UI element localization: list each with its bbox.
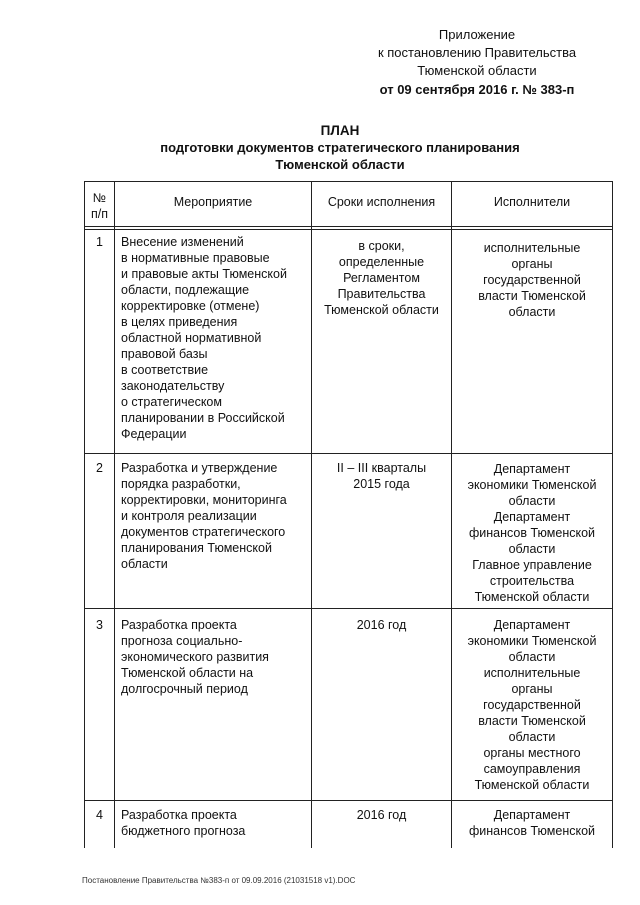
table-header-divider-2 <box>84 229 613 230</box>
table-row-event: Разработка и утверждение порядка разработки, корректировки, мониторинга и контроля реализации документов стратегического планирования Тюменской области <box>121 461 287 571</box>
table-row-divider <box>84 453 613 454</box>
table-header-divider <box>84 226 613 227</box>
table-row-event: Внесение изменений в нормативные правовые и правовые акты Тюменской области, подлежащие корректировке (отмене) в целях приведения областной нормативной правовой базы в соответствие законодательству о стратегическом планировании в Российской Федерации <box>121 235 287 441</box>
table-border-top <box>84 181 613 182</box>
appendix-label: Приложение <box>438 27 516 42</box>
table-border-left <box>84 181 85 848</box>
table-row-divider <box>84 608 613 609</box>
table-column-divider <box>114 181 115 848</box>
appendix-region-line: Тюменской области <box>417 63 537 78</box>
table-header-event: Мероприятие <box>173 195 253 209</box>
document-footer: Постановление Правительства №383-п от 09.09.2016 (21031518 v1).DOC <box>82 876 356 885</box>
appendix-block <box>352 26 602 99</box>
title-subtitle: подготовки документов стратегического планирования <box>160 140 520 155</box>
table-row-executors: Департамент экономики Тюменской области исполнительные органы государственной власти Тюменской области органы местного самоуправления Тюменской области <box>467 618 597 792</box>
appendix-resolution-line: к постановлению Правительства <box>377 45 577 60</box>
table-border-right <box>612 181 613 848</box>
table-row-executors: исполнительные органы государственной власти Тюменской области <box>478 241 586 319</box>
table-row-num: 2 <box>96 461 103 475</box>
appendix-date: от 09 сентября 2016 г. № 383-п <box>379 82 575 97</box>
table-row-num: 1 <box>96 235 103 249</box>
table-row-event: Разработка проекта бюджетного прогноза <box>121 808 246 838</box>
table-row-deadline: 2016 год <box>356 618 407 632</box>
table-row-deadline: в сроки, определенные Регламентом Правительства Тюменской области <box>324 239 439 317</box>
table-header-executors: Исполнители <box>493 195 571 209</box>
table-header-deadline: Сроки исполнения <box>327 195 436 209</box>
table-row-num: 4 <box>96 808 103 822</box>
title-region: Тюменской области <box>275 157 405 172</box>
document-title <box>60 122 620 173</box>
table-row-num: 3 <box>96 618 103 632</box>
table-row-event: Разработка проекта прогноза социально- экономического развития Тюменской области на долгосрочный период <box>121 618 269 696</box>
table-row-executors: Департамент финансов Тюменской <box>468 808 596 838</box>
table-row-deadline: 2016 год <box>356 808 407 822</box>
title-main: ПЛАН <box>320 123 360 138</box>
table-row-divider <box>84 800 613 801</box>
table-header-num: № п/п <box>90 191 108 221</box>
table-row-deadline: II – III кварталы 2015 года <box>336 461 427 491</box>
table-row-executors: Департамент экономики Тюменской области Департамент финансов Тюменской области Главное управление строительства Тюменской области <box>467 462 597 604</box>
